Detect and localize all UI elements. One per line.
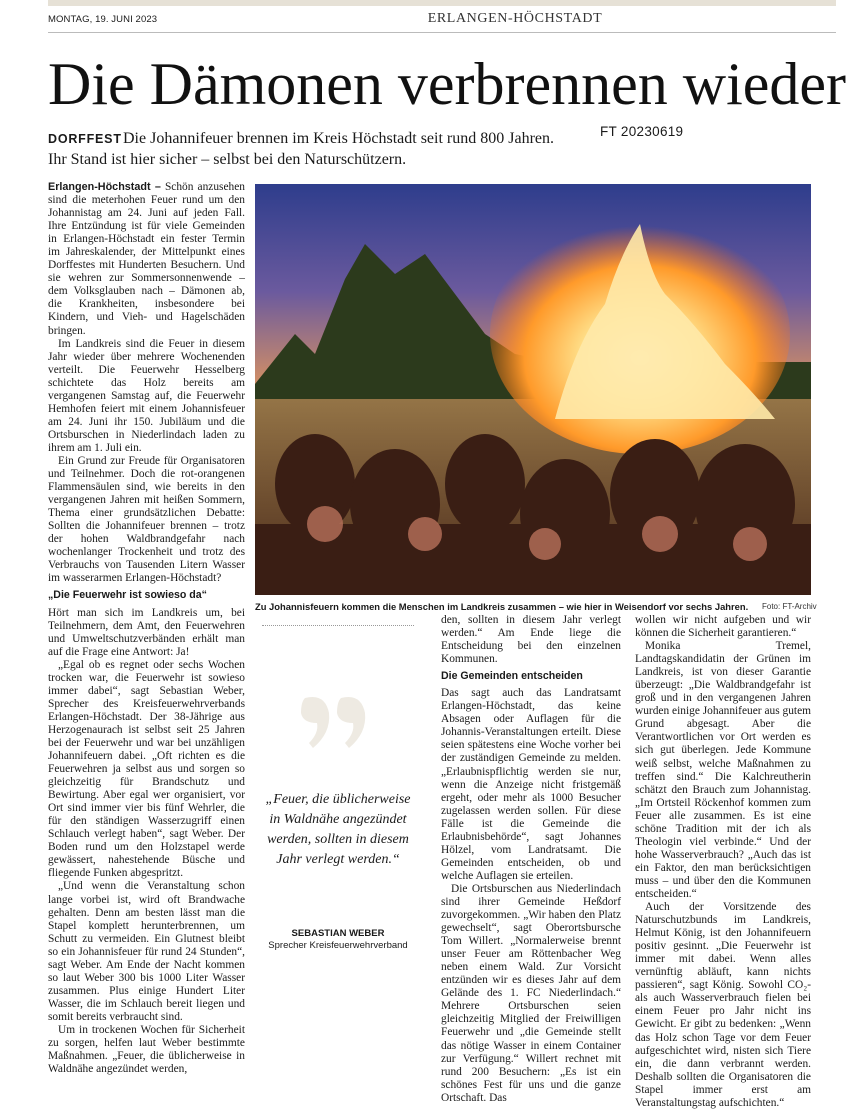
- top-bar: [48, 0, 836, 6]
- photo-credit: Foto: FT-Archiv: [762, 602, 817, 611]
- event-photo: [255, 184, 811, 595]
- header-rule: [48, 32, 836, 33]
- subheadline-line-1: Die Johannifeuer brennen im Kreis Höchstadt seit rund 800 Jahren.: [123, 130, 554, 147]
- section-title: ERLANGEN-HÖCHSTADT: [427, 11, 603, 26]
- quote-mark-icon: [295, 688, 375, 768]
- issue-date: MONTAG, 19. JUNI 2023: [48, 14, 158, 25]
- headline: Die Dämonen verbrennen wieder: [48, 51, 846, 117]
- paragraph: Ein Grund zur Freude für Organisatoren und Teilnehmer. Doch die rot-orangenen Flammensäulen sind, wie bereits in den vergangenen Jahren mit heißen Sommern, Thema einer grundsätzlichen Debatte: Sollten die Johannifeuer brennen – trotz der hohen Waldbrandgefahr nach wochenlanger Trockenheit und trotz des Verbrauchs von Tausenden Litern Wasser im wasserarmen Erlangen-Höchstadt?: [48, 454, 245, 585]
- paragraph: den, sollten in diesem Jahr verlegt werden.“ Am Ende liege die Entscheidung bei den einzelnen Kommunen.: [441, 614, 621, 666]
- archive-stamp: FT 20230619: [600, 124, 684, 139]
- subheading: „Die Feuerwehr ist sowieso da“: [48, 589, 207, 602]
- pull-quote-role: Sprecher Kreisfeuerwehrverband: [268, 940, 408, 951]
- paragraph: „Und wenn die Veranstaltung schon lange vorbei ist, wird oft Brandwache gehalten. Denn am besten lässt man die Stapel komplett herunterbrennen, um Schutt zu vermeiden. Ein Glutnest bleibt so ein Johannisfeuer für rund 24 Stunden“, sagt Weber. Am Ende der Nacht kommen so laut Weber 300 bis 1000 Liter Wasser zusammen. Plus einige Hundert Liter Wasser, die im Schlauch bereit liegen und somit bereits verbraucht sind.: [48, 880, 245, 1023]
- paragraph: „Egal ob es regnet oder sechs Wochen trocken war, die Feuerwehr ist sowieso immer dabei“, sagt Sebastian Weber, Sprecher des Kreisfeuerwehrverbands Erlangen-Höchstadt. Der 38-Jährige aus Herzogenaurach ist selbst seit 25 Jahren bei der Feuerwehr und war bei unzähligen Johannifeuern dabei. „Oft richten es die Feuerwehren ja selbst aus und sorgen so gleichzeitig für Brandschutz und Bewirtung. Aber egal wer organisiert, vor Ort sind immer vier bis fünf Wehrler, die für den ständigen Wasserzugriff einen Schlauch verlegt haben“, sagt Weber. Der Boden rund um den Holzstapel werde gewässert, nahestehende Büsche und fliegende Funken abgespritzt.: [48, 658, 245, 880]
- paragraph: Um in trockenen Wochen für Sicherheit zu sorgen, helfen laut Weber bestimmte Maßnahmen. „Feuer, die üblicherweise in Waldnähe angezündet werden,: [48, 1024, 245, 1076]
- kicker: DORFFEST: [48, 132, 122, 146]
- paragraph: Das sagt auch das Landratsamt Erlangen-Höchstadt, das keine Absagen oder Auflagen für die Johannis-Veranstaltungen erteilt. Diese seien spätestens eine Woche vorher bei der zuständigen Gemeinde zu melden. „Erlaubnispflichtig werden sie nur, wenn die Anzeige nicht fristgemäß ergeht, oder mehr als 1000 Besucher zugelassen werden sollen. Für diese Fälle ist die Gemeinde die Erlaubnisbehörde“, sagt Johannes Hölzel, vom Landratsamt. Die Gemeinden entscheiden, ob und welche Auflagen sie erteilen.: [441, 687, 621, 882]
- article-column-4: [635, 614, 811, 1109]
- lead-paragraph: [48, 181, 245, 338]
- photo-caption: Zu Johannisfeuern kommen die Menschen im Landkreis zusammen – wie hier in Weisendorf vor sechs Jahren.: [255, 601, 749, 612]
- article-column-3: [441, 614, 621, 1104]
- paragraph: Im Landkreis sind die Feuer in diesem Jahr wieder über mehrere Wochenenden verteilt. Die Feuerwehr Hesselberg schichtete das Holz bereits am vergangenen Samstag auf, die Feuerwehr Hemhofen feiert mit einem Johannisfeuer am 24. Juni ihr 150. Jubiläum und die Ortsburschen in Niederlindach laden zu ihrem am 1. Juli ein.: [48, 337, 245, 454]
- paragraph: Hört man sich im Landkreis um, bei Teilnehmern, dem Amt, den Feuerwehren und Umweltschutzverbänden erhält man auf die Frage eine Antwort: Ja!: [48, 606, 245, 658]
- paragraph: Monika Tremel, Landtagskandidatin der Grünen im Landkreis, ist von dieser Garantie überzeugt: „Die Waldbrandgefahr ist groß und in den vergangenen Jahren wurden einige Johannifeuer aus gutem Grund abgesagt. Aber die Verantwortlichen vor Ort werden es sich gut überlegen. Jede Kommune weiß selbst, welche Maßnahmen zu treffen sind.“ Die Kalchreutherin schätzt den Brauch zum Johannistag. „Im Ortsteil Röckenhof kommen zum Feuer alle zusammen. Es ist eine schöne Tradition mit der ich als Theologin viel verbinde.“ Und der hohe Wasserverbrauch? „Auch das ist ein Faktor, den man berücksichtigen muss – und über den die Kommunen entscheiden.“: [635, 640, 811, 900]
- dateline: Erlangen-Höchstadt –: [48, 181, 161, 193]
- article-column-1: [48, 181, 245, 1076]
- paragraph: wollen wir nicht aufgeben und wir können die Sicherheit garantieren.“: [635, 614, 811, 640]
- quote-rule: [262, 625, 414, 627]
- subheading: Die Gemeinden entscheiden: [441, 670, 583, 683]
- subheadline-line-2: Ihr Stand ist hier sicher – selbst bei den Naturschützern.: [48, 151, 407, 168]
- paragraph: Auch der Vorsitzende des Naturschutzbunds im Landkreis, Helmut König, ist den Johannifeuern positiv gesinnt. „Die Feuerwehr ist immer mit dabei. Wenn alles vernünftig abläuft, kann nichts passieren“, sagt König. Sowohl CO₂- als auch Wasserverbrauch fielen bei einem Feuer pro Jahr nicht ins Gewicht. Er gibt zu bedenken: „Wenn das Holz schon Tage vor dem Feuer aufgeschichtet wird, nisten sich Tiere ein, die dann verbrannt werden. Deshalb sollten die Organisatoren die Stapel immer erst am Veranstaltungstag aufschichten.“: [635, 901, 811, 1109]
- paragraph: Die Ortsburschen aus Niederlindach sind ihrer Gemeinde Heßdorf zuvorgekommen. „Wir haben den Platz gewechselt“, sagt Oberortsbursche Tom Willert. „Normalerweise brennt unser Feuer am Röttenbacher Weg neben einem Wald. Zur Vorsicht entzünden wir es dieses Jahr auf dem Gelände des 1. FC Niederlindach.“ Mehrere Ortsburschen seien gleichzeitig Mitglied der Freiwilligen Feuerwehr und „die Gemeinde stellt das nötige Wasser in einem Container zur Verfügung.“ Willert rechnet mit rund 200 Besuchern: „Es ist ein schönes Fest für uns und die ganze Ortschaft. Das: [441, 882, 621, 1104]
- pull-quote-name: SEBASTIAN WEBER: [291, 928, 385, 939]
- pull-quote: „Feuer, die üblicherweise in Waldnähe angezündet werden, sollten in diesem Jahr verlegt werden.“: [265, 792, 411, 867]
- lead-text: Schön anzusehen sind die meterhohen Feuer rund um den Johannistag am 24. Juni auf jeden Fall. Ihre Entzündung ist für viele Gemeinden in Erlangen-Höchstadt ein fester Termin im Jahreskalender, der Mittelpunkt eines Dorffestes mit Hunderten Besuchern. Und sie wehren zur Sommersonnenwende – dem Volksglauben nach – Dämonen ab, die Krankheiten, insbesondere bei Kindern, und Vieh- und Hagelschäden bringen.: [48, 181, 245, 337]
